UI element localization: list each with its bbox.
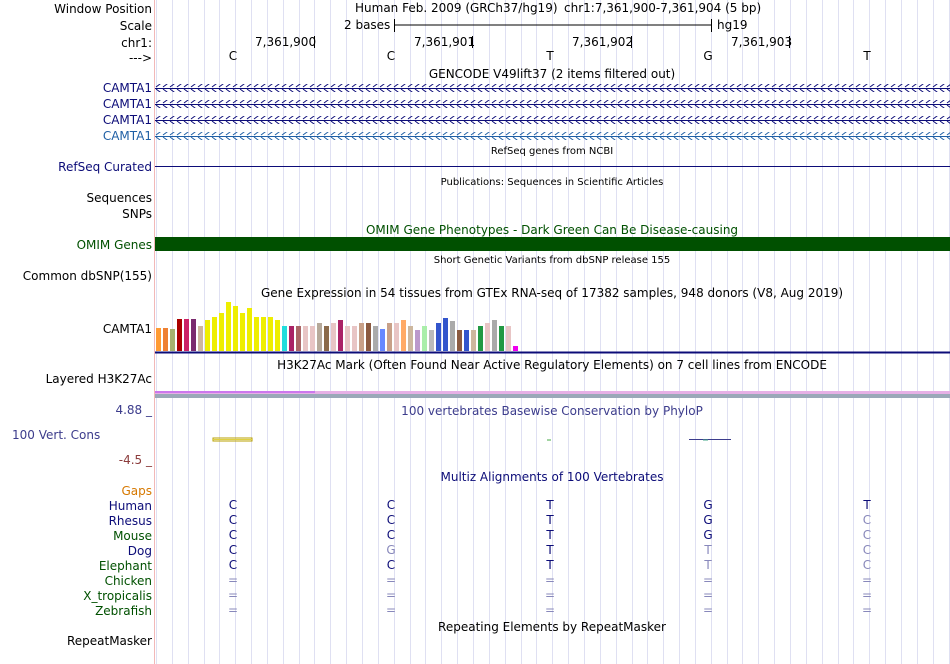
alignment-base: G (703, 513, 713, 527)
multiz-track-title[interactable]: Multiz Alignments of 100 Vertebrates (440, 470, 664, 484)
gtex-tissue-bar[interactable] (254, 317, 259, 351)
strand-label: ---> (128, 51, 152, 65)
alignment-base: = (227, 603, 239, 617)
ref-base: T (546, 49, 554, 63)
alignment-base: = (861, 573, 873, 587)
h3k27ac-signal (155, 394, 950, 398)
gtex-tissue-bar[interactable] (464, 330, 469, 351)
species-label-chicken: Chicken (104, 574, 152, 588)
alignment-base: C (386, 558, 396, 572)
alignment-base: = (385, 588, 397, 602)
alignment-base: C (228, 513, 238, 527)
species-label-elephant: Elephant (98, 559, 152, 573)
alignment-base: C (862, 528, 872, 542)
gtex-tissue-bar[interactable] (450, 321, 455, 351)
h3k27ac-track-title[interactable]: H3K27Ac Mark (Often Found Near Active Regulatory Elements) on 7 cell lines from ENCODE (277, 358, 827, 372)
dbsnp-track-label[interactable]: Common dbSNP(155) (22, 269, 152, 283)
window-position-label: Window Position (54, 2, 152, 16)
alignment-base: = (861, 603, 873, 617)
alignment-base: C (386, 528, 396, 542)
gtex-tissue-bar[interactable] (478, 326, 483, 351)
alignment-base: = (544, 603, 556, 617)
gtex-tissue-bar[interactable] (457, 330, 462, 351)
h3k27ac-signal (155, 391, 315, 393)
alignment-base: G (703, 498, 713, 512)
ref-base: G (703, 49, 713, 63)
gtex-tissue-bar[interactable] (247, 308, 252, 351)
track-label-column (0, 0, 154, 664)
gencode-transcript-3 (155, 116, 950, 124)
coord-tick: 7,361,902 (572, 35, 634, 49)
alignment-base: = (702, 603, 714, 617)
gtex-tissue-bar[interactable] (408, 326, 413, 351)
gtex-tissue-bar[interactable] (380, 329, 385, 351)
alignment-base: T (546, 543, 554, 557)
alignment-base: C (386, 513, 396, 527)
gtex-tissue-bar[interactable] (184, 319, 189, 351)
gtex-tissue-bar[interactable] (317, 323, 322, 351)
ref-base: C (386, 49, 396, 63)
gtex-tissue-bar[interactable] (436, 323, 441, 351)
sequences-track-label[interactable]: Sequences (86, 191, 152, 205)
gtex-tissue-bar[interactable] (198, 326, 203, 351)
refseq-track-title[interactable]: RefSeq genes from NCBI (490, 146, 614, 157)
gtex-tissue-bar[interactable] (163, 328, 168, 351)
alignment-base: C (862, 543, 872, 557)
alignment-base: = (702, 573, 714, 587)
alignment-base: = (544, 588, 556, 602)
gtex-tissue-bar[interactable] (422, 326, 427, 351)
gtex-tissue-bar[interactable] (331, 323, 336, 351)
gencode-item-label[interactable]: CAMTA1 (102, 81, 152, 95)
gtex-tissue-bar[interactable] (170, 329, 175, 351)
gtex-tissue-bar[interactable] (233, 306, 238, 351)
position-title: chr1:7,361,900-7,361,904 (5 bp) (564, 1, 762, 15)
gtex-tissue-bar[interactable] (485, 323, 490, 351)
gencode-transcript-4 (155, 132, 950, 140)
alignment-base: C (228, 498, 238, 512)
species-label-x-tropicalis: X_tropicalis (83, 589, 152, 603)
gaps-label: Gaps (121, 484, 152, 498)
gtex-tissue-bar[interactable] (226, 302, 231, 351)
cons-track-label[interactable]: 100 Vert. Cons (12, 428, 101, 442)
gtex-tissue-bar[interactable] (303, 326, 308, 351)
h3k27ac-track-label[interactable]: Layered H3K27Ac (45, 372, 152, 386)
gtex-tissue-bar[interactable] (513, 346, 518, 351)
gencode-item-label[interactable]: CAMTA1 (102, 97, 152, 111)
repeatmasker-track-label[interactable]: RepeatMasker (66, 634, 152, 648)
alignment-base: C (862, 558, 872, 572)
gtex-tissue-bar[interactable] (324, 326, 329, 351)
alignment-base: G (386, 543, 396, 557)
gtex-tissue-bar[interactable] (387, 323, 392, 351)
gtex-tissue-bar[interactable] (212, 317, 217, 351)
publications-track-title[interactable]: Publications: Sequences in Scientific Articles (440, 177, 664, 188)
cons-max-label: 4.88 _ (115, 403, 152, 417)
alignment-base: T (546, 498, 554, 512)
alignment-base: G (703, 528, 713, 542)
omim-gene-bar (155, 237, 950, 251)
gtex-tissue-bar[interactable] (268, 317, 273, 351)
alignment-base: T (546, 528, 554, 542)
scale-bar-text: 2 bases (344, 18, 391, 32)
gtex-tissue-bar[interactable] (401, 320, 406, 351)
cons-min-label: -4.5 _ (118, 453, 152, 467)
repeatmasker-track-title[interactable]: Repeating Elements by RepeatMasker (438, 620, 666, 634)
gencode-track-title[interactable]: GENCODE V49lift37 (2 items filtered out) (428, 67, 676, 81)
alignment-base: T (704, 543, 712, 557)
coord-tick: 7,361,901 (414, 35, 476, 49)
gencode-transcript-1 (155, 84, 950, 92)
gtex-bar-chart[interactable] (155, 299, 535, 351)
alignment-base: = (227, 588, 239, 602)
omim-track-title[interactable]: OMIM Gene Phenotypes - Dark Green Can Be Disease-causing (365, 223, 739, 237)
gtex-tissue-bar[interactable] (366, 323, 371, 351)
gtex-tissue-bar[interactable] (499, 326, 504, 351)
alignment-base: C (862, 513, 872, 527)
gtex-tissue-bar[interactable] (415, 330, 420, 351)
gtex-tissue-bar[interactable] (443, 318, 448, 351)
species-label-zebrafish: Zebrafish (95, 604, 152, 618)
chrom-label: chr1: (121, 36, 152, 50)
alignment-base: C (228, 558, 238, 572)
scale-db: hg19 (717, 18, 748, 32)
alignment-base: = (385, 603, 397, 617)
gtex-gene-label[interactable]: CAMTA1 (102, 322, 152, 336)
gtex-tissue-bar[interactable] (506, 326, 511, 351)
gencode-transcript-2 (155, 100, 950, 108)
gtex-track-title[interactable]: Gene Expression in 54 tissues from GTEx RNA-seq of 17382 samples, 948 donors (V8, Aug 2019) (260, 286, 844, 300)
alignment-base: T (546, 558, 554, 572)
alignment-base: C (386, 498, 396, 512)
gtex-tissue-bar[interactable] (261, 317, 266, 351)
gtex-tissue-bar[interactable] (289, 326, 294, 351)
gtex-tissue-bar[interactable] (282, 326, 287, 351)
assembly-title: Human Feb. 2009 (GRCh37/hg19) (355, 1, 558, 15)
gtex-tissue-bar[interactable] (205, 320, 210, 351)
gtex-tissue-bar[interactable] (359, 323, 364, 351)
omim-track-label[interactable]: OMIM Genes (76, 238, 152, 252)
alignment-base: = (227, 573, 239, 587)
ref-base: T (863, 49, 871, 63)
alignment-base: C (228, 528, 238, 542)
alignment-base: T (863, 498, 871, 512)
gtex-tissue-bar[interactable] (240, 313, 245, 351)
gtex-tissue-bar[interactable] (177, 319, 182, 351)
gtex-tissue-bar[interactable] (492, 320, 497, 351)
alignment-base: T (704, 558, 712, 572)
refseq-track-label[interactable]: RefSeq Curated (58, 160, 152, 174)
gtex-tissue-bar[interactable] (338, 320, 343, 351)
alignment-base: = (385, 573, 397, 587)
dbsnp-track-title[interactable]: Short Genetic Variants from dbSNP release 155 (433, 255, 671, 266)
snps-track-label[interactable]: SNPs (122, 207, 152, 221)
phylop-signal (213, 438, 731, 441)
gtex-tissue-bar[interactable] (373, 326, 378, 351)
gtex-tissue-bar[interactable] (191, 319, 196, 351)
gtex-tissue-bar[interactable] (394, 323, 399, 351)
coord-tick: 7,361,903 (731, 35, 793, 49)
gtex-tissue-bar[interactable] (296, 326, 301, 351)
gtex-tissue-bar[interactable] (275, 320, 280, 351)
alignment-base: = (861, 588, 873, 602)
phylop-track-title[interactable]: 100 vertebrates Basewise Conservation by PhyloP (401, 404, 703, 418)
gtex-tissue-bar[interactable] (156, 328, 161, 351)
gencode-item-label[interactable]: CAMTA1 (102, 129, 152, 143)
alignment-base: T (546, 513, 554, 527)
alignment-base: = (702, 588, 714, 602)
scale-label: Scale (119, 19, 152, 33)
species-label-mouse: Mouse (113, 529, 152, 543)
gtex-tissue-bar[interactable] (429, 330, 434, 351)
species-label-rhesus: Rhesus (108, 514, 152, 528)
coord-tick: 7,361,900 (255, 35, 317, 49)
alignment-base: C (228, 543, 238, 557)
gtex-tissue-bar[interactable] (219, 313, 224, 351)
gtex-tissue-bar[interactable] (471, 330, 476, 351)
gtex-tissue-bar[interactable] (310, 326, 315, 351)
species-label-dog: Dog (127, 544, 152, 558)
ref-base: C (228, 49, 238, 63)
gtex-tissue-bar[interactable] (345, 326, 350, 351)
gtex-tissue-bar[interactable] (352, 326, 357, 351)
alignment-base: = (544, 573, 556, 587)
species-label-human: Human (108, 499, 152, 513)
gencode-item-label[interactable]: CAMTA1 (102, 113, 152, 127)
track-image[interactable] (155, 0, 950, 664)
